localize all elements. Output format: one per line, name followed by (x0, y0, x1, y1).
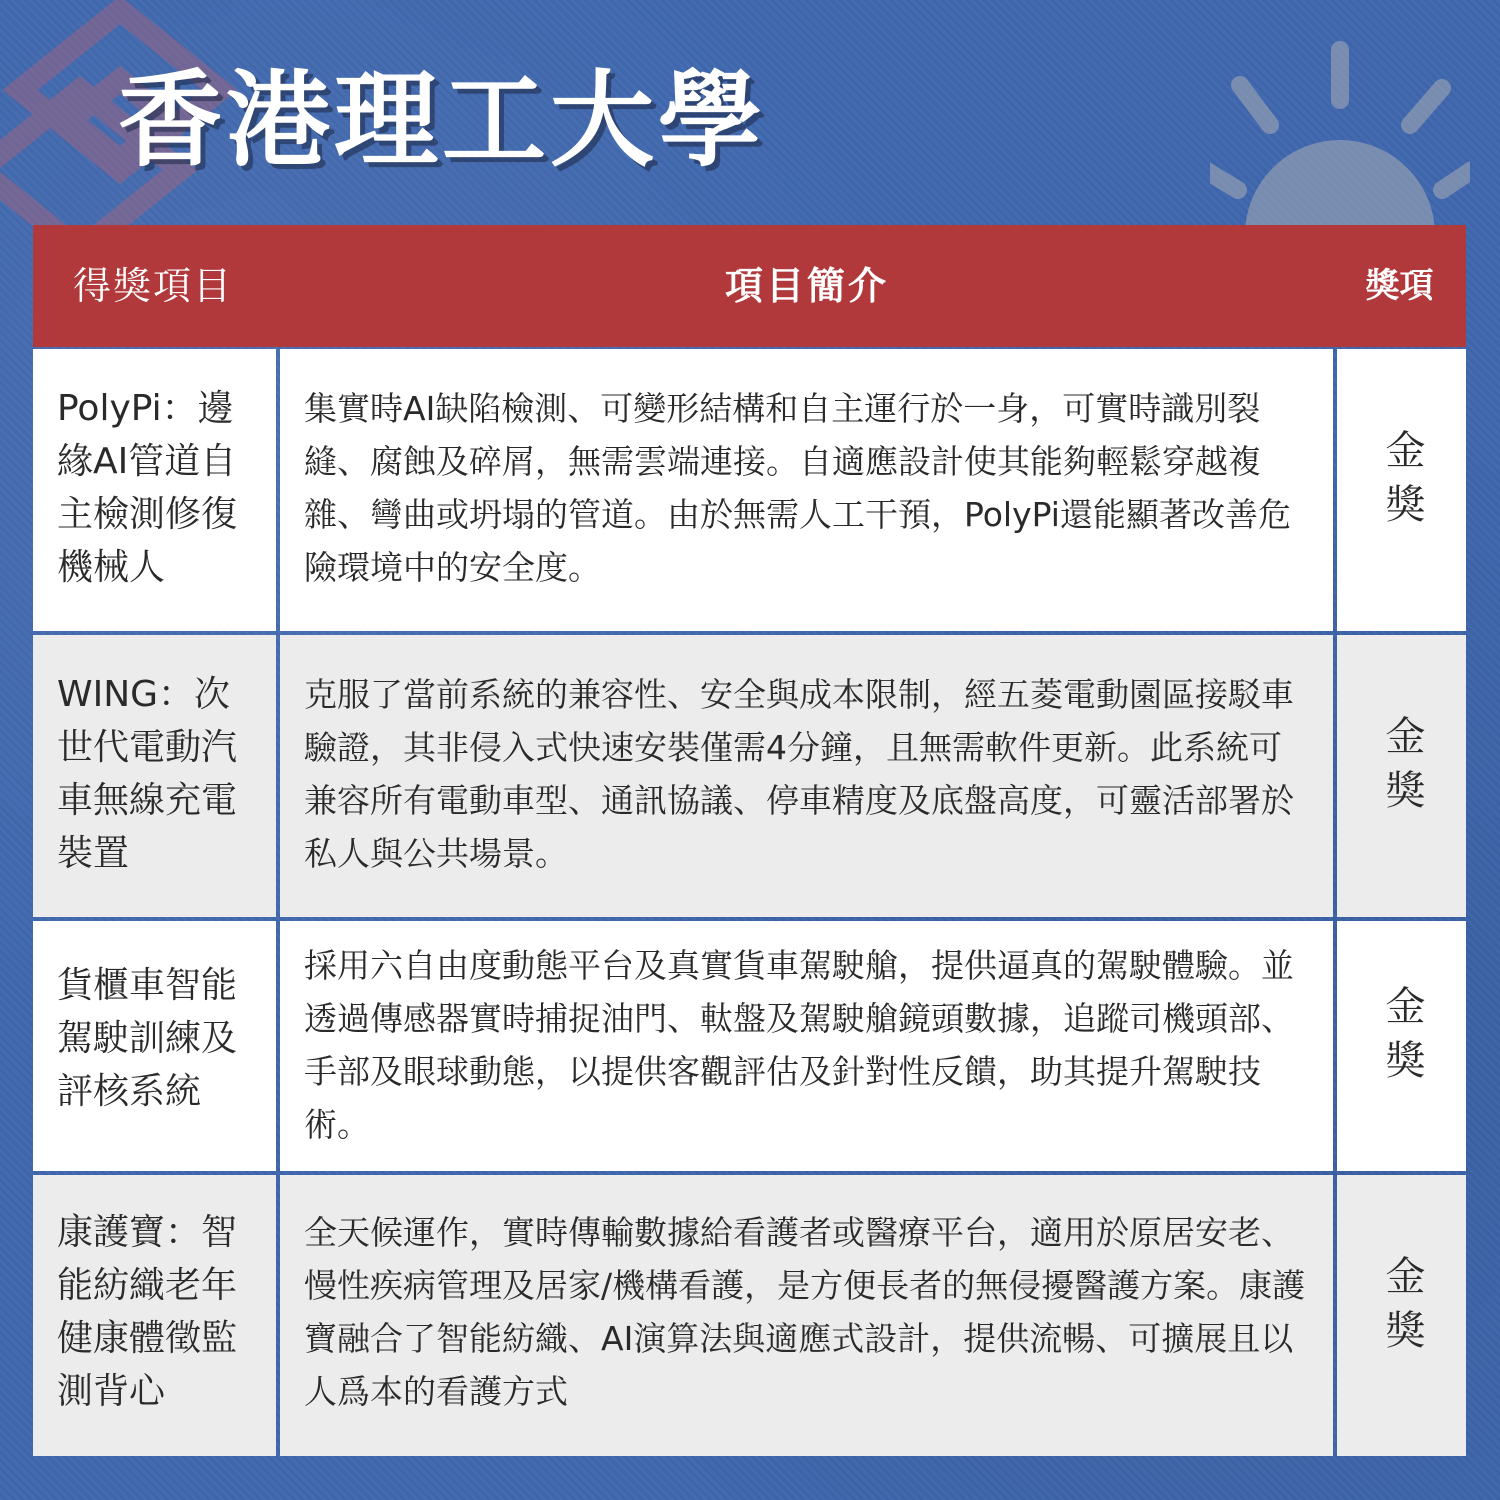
prize-label: 金獎 (1379, 715, 1425, 823)
page-title: 香港理工大學 (118, 59, 767, 181)
table-row (33, 921, 1466, 1175)
header-description: 項目簡介 (724, 264, 889, 308)
row-name-cell (33, 1175, 276, 1456)
row-name-cell (33, 635, 276, 917)
table-row (33, 349, 1466, 635)
table-row (33, 635, 1466, 921)
row-prize-cell (1337, 1175, 1466, 1456)
project-name: WING：次世代電動汽車無線充電裝置 (57, 674, 238, 874)
row-prize-cell (1337, 349, 1466, 631)
table-header (33, 225, 1466, 347)
row-name-cell (33, 349, 276, 631)
awards-table (33, 225, 1466, 1460)
row-name-cell (33, 921, 276, 1171)
project-description: 全天候運作，實時傳輸數據給看護者或醫療平台，適用於原居安老、慢性疾病管理及居家/機構看護，是方便長者的無侵擾醫護方案。康護寶融合了智能紡織、AI演算法與適應式設計，提供流暢、可擴展且以人爲本的看護方式 (304, 1213, 1306, 1411)
project-name: PolyPi：邊緣AI管道自主檢測修復機械人 (57, 388, 238, 588)
row-description-cell (280, 635, 1333, 917)
table-row (33, 1175, 1466, 1460)
row-prize-cell (1337, 635, 1466, 917)
row-description-cell (280, 349, 1333, 631)
project-description: 克服了當前系統的兼容性、安全與成本限制，經五菱電動園區接駁車驗證，其非侵入式快速安裝僅需4分鐘，且無需軟件更新。此系統可兼容所有電動車型、通訊協議、停車精度及底盤高度，可靈活部署於私人與公共場景。 (304, 675, 1294, 873)
header-award-item: 得獎項目 (73, 264, 234, 308)
prize-label: 金獎 (1379, 429, 1425, 537)
row-description-cell (280, 921, 1333, 1171)
project-name: 貨櫃車智能駕駛訓練及評核系統 (57, 965, 238, 1112)
project-name: 康護寶：智能紡織老年健康體徵監測背心 (57, 1212, 238, 1412)
header-prize: 獎項 (1365, 266, 1434, 306)
prize-label: 金獎 (1379, 1255, 1425, 1363)
prize-label: 金獎 (1379, 985, 1425, 1093)
project-description: 採用六自由度動態平台及真實貨車駕駛艙，提供逼真的駕駛體驗。並透過傳感器實時捕捉油門、軚盤及駕駛艙鏡頭數據，追蹤司機頭部、手部及眼球動態，以提供客觀評估及針對性反饋，助其提升駕駛技術。 (304, 946, 1294, 1144)
row-prize-cell (1337, 921, 1466, 1171)
row-description-cell (280, 1175, 1333, 1456)
project-description: 集實時AI缺陷檢測、可變形結構和自主運行於一身，可實時識別裂縫、腐蝕及碎屑，無需雲端連接。自適應設計使其能夠輕鬆穿越複雜、彎曲或坍塌的管道。由於無需人工干預，PolyPi還能顯著改善危險環境中的安全度。 (304, 389, 1291, 587)
